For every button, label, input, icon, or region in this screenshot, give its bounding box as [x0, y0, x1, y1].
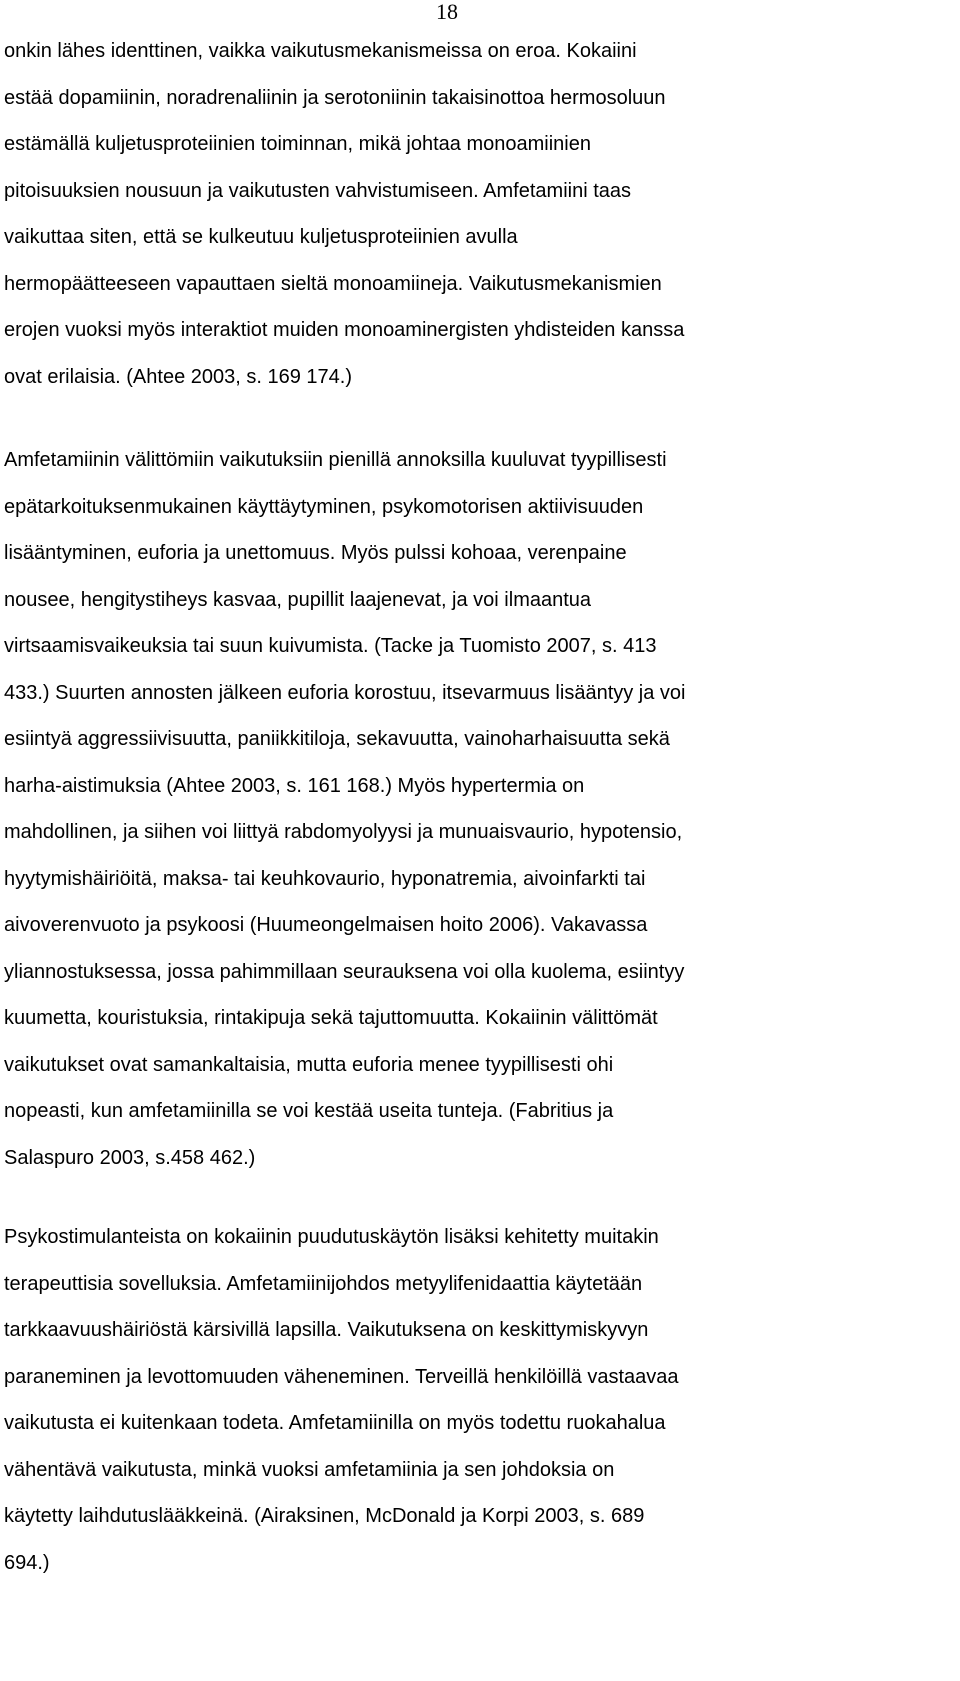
text-line: vaikutusta ei kuitenkaan todeta. Amfetamiinilla on myös todettu ruokahalua — [4, 1412, 666, 1434]
text-line: esiintyä aggressiivisuutta, paniikkitiloja, sekavuutta, vainoharhaisuutta sekä — [4, 728, 670, 750]
page-number: 18 — [436, 0, 458, 24]
text-line: vähentävä vaikutusta, minkä vuoksi amfetamiinia ja sen johdoksia on — [4, 1458, 615, 1481]
paragraph-3 — [4, 1214, 679, 1586]
text-line: Amfetamiinin välittömiin vaikutuksiin pienillä annoksilla kuuluvat tyypillisesti — [4, 449, 667, 471]
text-line: estämällä kuljetusproteiinien toiminnan, mikä johtaa monoamiinien — [4, 133, 591, 155]
text-line: yliannostuksessa, jossa pahimmillaan seurauksena voi olla kuolema, esiintyy — [4, 960, 685, 983]
text-line: aivoverenvuoto ja psykoosi (Huumeongelmaisen hoito 2006). Vakavassa — [4, 914, 648, 936]
text-line: 433.) Suurten annosten jälkeen euforia korostuu, itsevarmuus lisääntyy ja voi — [4, 681, 686, 704]
text-line: epätarkoituksenmukainen käyttäytyminen, psykomotorisen aktiivisuuden — [4, 495, 644, 518]
text-line: estää dopamiinin, noradrenaliinin ja serotoniinin takaisinottoa hermosoluun — [4, 86, 666, 109]
text-line: pitoisuuksien nousuun ja vaikutusten vahvistumiseen. Amfetamiini taas — [4, 179, 632, 202]
text-line: ovat erilaisia. (Ahtee 2003, s. 169 174.) — [4, 365, 352, 388]
paragraph-1 — [4, 28, 684, 400]
text-line: paraneminen ja levottomuuden väheneminen. Terveillä henkilöillä vastaavaa — [4, 1365, 679, 1388]
text-line: mahdollinen, ja siihen voi liittyä rabdomyolyysi ja munuaisvaurio, hypotensio, — [4, 821, 683, 843]
text-line: 694.) — [4, 1551, 50, 1574]
text-line: käytetty laihdutuslääkkeinä. (Airaksinen, McDonald ja Korpi 2003, s. 689 — [4, 1505, 645, 1527]
text-line: lisääntyminen, euforia ja unettomuus. Myös pulssi kohoaa, verenpaine — [4, 542, 627, 564]
paragraph-2 — [4, 437, 686, 1181]
text-line: vaikutukset ovat samankaltaisia, mutta euforia menee tyypillisesti ohi — [4, 1053, 614, 1076]
text-line: vaikuttaa siten, että se kulkeutuu kuljetusproteiinien avulla — [4, 226, 518, 248]
text-line: hermopäätteeseen vapauttaen sieltä monoamiineja. Vaikutusmekanismien — [4, 272, 662, 295]
text-line: onkin lähes identtinen, vaikka vaikutusmekanismeissa on eroa. Kokaiini — [4, 40, 637, 62]
text-line: kuumetta, kouristuksia, rintakipuja sekä tajuttomuutta. Kokaiinin välittömät — [4, 1007, 658, 1029]
text-line: erojen vuoksi myös interaktiot muiden monoaminergisten yhdisteiden kanssa — [4, 319, 685, 341]
text-line: tarkkaavuushäiriöstä kärsivillä lapsilla. Vaikutuksena on keskittymiskyvyn — [4, 1319, 649, 1341]
text-line: virtsaamisvaikeuksia tai suun kuivumista. (Tacke ja Tuomisto 2007, s. 413 — [4, 635, 657, 657]
text-line: Salaspuro 2003, s.458 462.) — [4, 1146, 256, 1169]
text-line: harha-aistimuksia (Ahtee 2003, s. 161 168.) Myös hypertermia on — [4, 774, 585, 797]
text-line: nopeasti, kun amfetamiinilla se voi kestää useita tunteja. (Fabritius ja — [4, 1100, 614, 1122]
text-line: Psykostimulanteista on kokaiinin puudutuskäytön lisäksi kehitetty muitakin — [4, 1226, 659, 1248]
text-line: nousee, hengitystiheys kasvaa, pupillit laajenevat, ja voi ilmaantua — [4, 588, 592, 611]
text-line: hyytymishäiriöitä, maksa- tai keuhkovaurio, hyponatremia, aivoinfarkti tai — [4, 867, 646, 890]
text-line: terapeuttisia sovelluksia. Amfetamiinijohdos metyylifenidaattia käytetään — [4, 1272, 643, 1295]
